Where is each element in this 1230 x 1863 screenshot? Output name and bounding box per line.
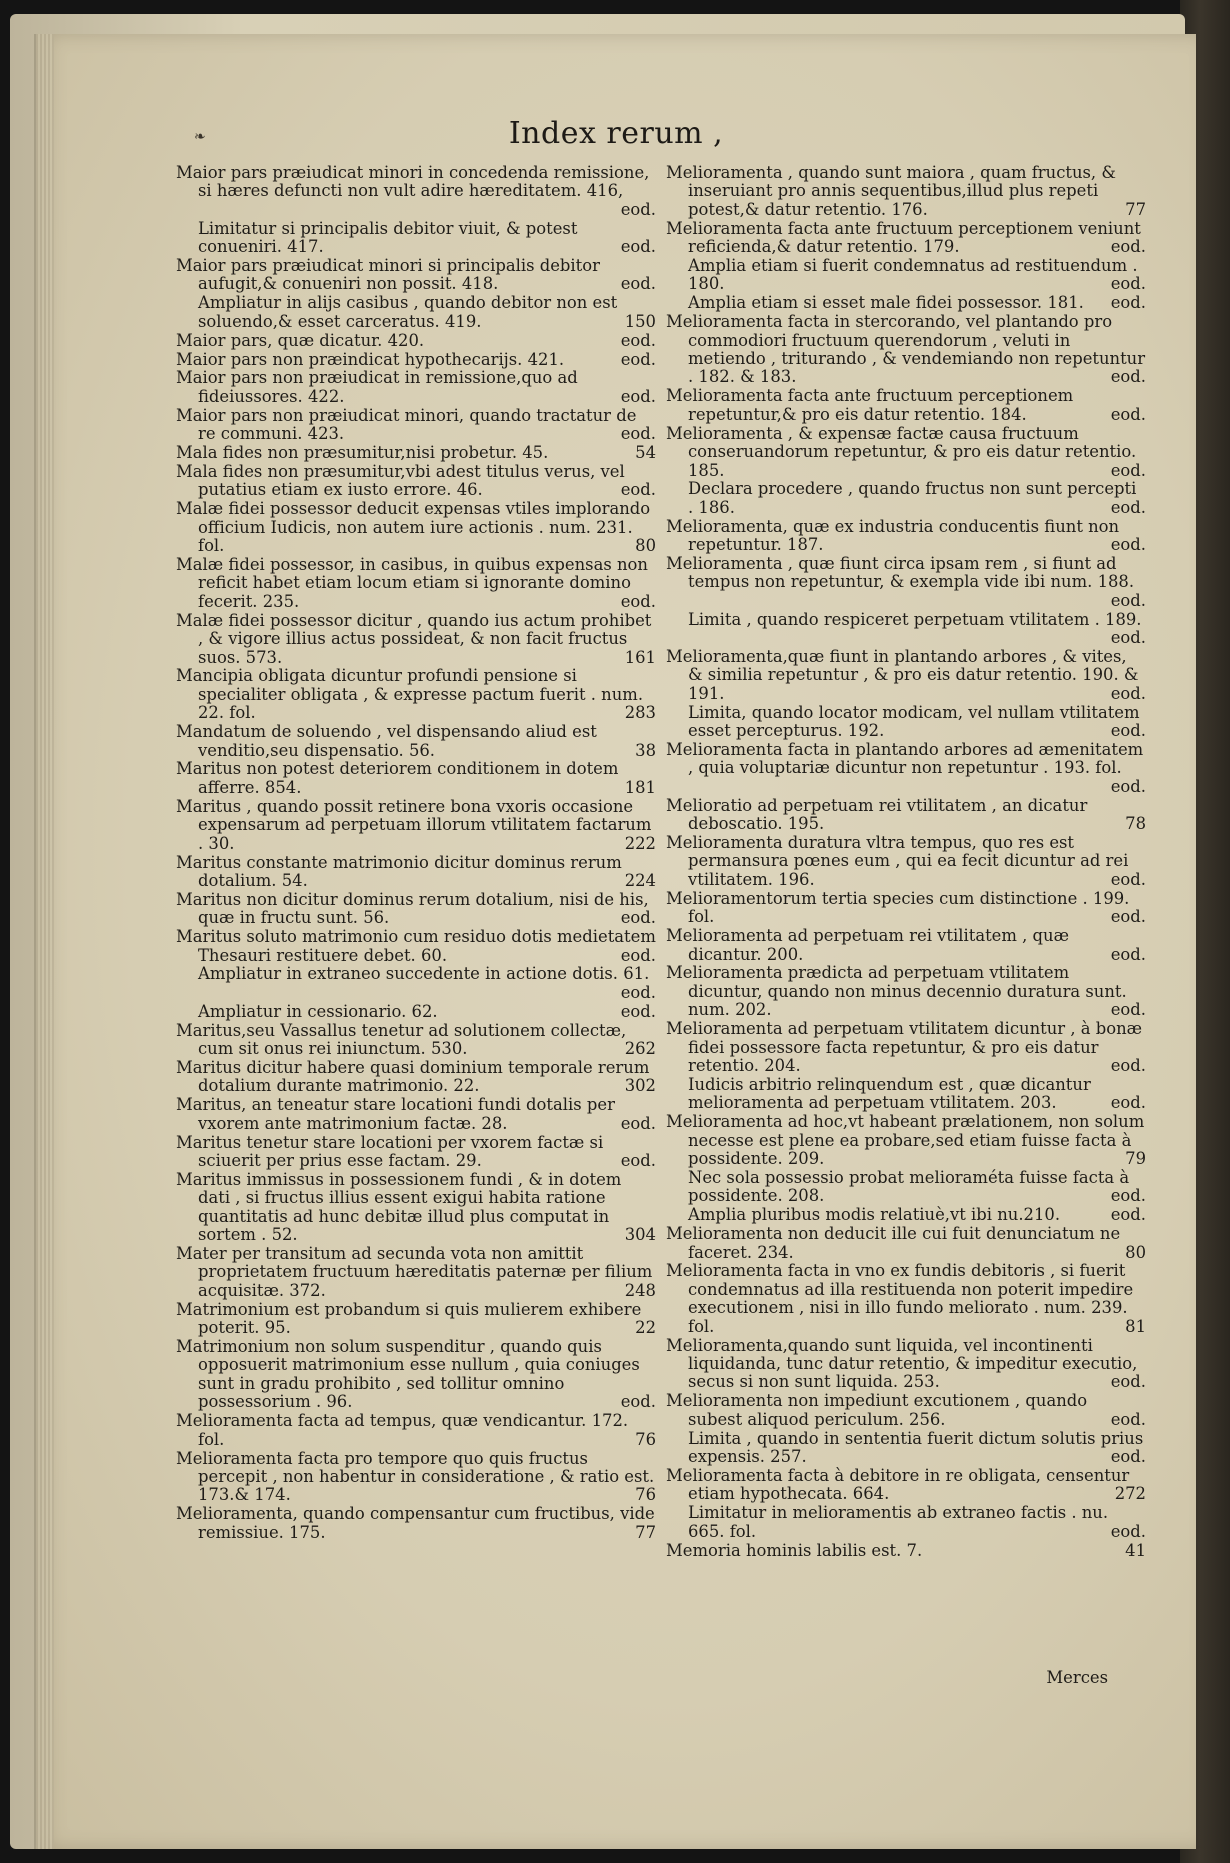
index-entry-text: Melioramenta facta in vno ex fundis debitoris , si fuerit condemnatus ad illa restituenda non poterit impedire executionem , nisi in illo fundo meliorato . num. 239. fol. [666, 1261, 1134, 1336]
index-entry [666, 164, 1146, 219]
index-entry-ref: eod. [620, 945, 656, 965]
index-entry-text: Maritus non dicitur dominus rerum dotalium, nisi de his, quæ in fructu sunt. 56. [176, 889, 649, 928]
index-entry-ref: 38 [635, 740, 656, 760]
index-entry-text: Maior pars non præiudicat in remissione,quo ad fideiussores. 422. [176, 368, 578, 406]
index-entry [176, 1171, 656, 1245]
index-entry-text: Maior pars præiudicat minori in concedenda remissione, si hæres defuncti non vult adire hæreditatem. 416, [176, 163, 650, 201]
index-entry-text: Limitatur in melioramentis ab extraneo factis . nu. 665. fol. [688, 1503, 1109, 1541]
index-entry [176, 1059, 656, 1096]
index-entry-text: Maritus , quando possit retinere bona vxoris occasione expensarum ad perpetuam illorum vtilitatem factarum . 30. [176, 796, 652, 853]
index-entry-text: Melioramenta facta in stercorando, vel plantando pro commodiori fructuum querendorum , veluti in metiendo , triturando , & vendemiando non repetuntur . 182. & 183. [666, 312, 1146, 387]
index-entry [176, 257, 656, 294]
index-entry-text: Ampliatur in extraneo succedente in actione dotis. 61. [198, 964, 650, 984]
index-entry-ref: eod. [1110, 404, 1146, 424]
index-entry-text: Melioramenta , quæ fiunt circa ipsam rem , si fiunt ad tempus non repetuntur, & exempla vide ibi num. 188. [666, 554, 1135, 592]
index-entry [176, 1412, 656, 1449]
index-entry [176, 407, 656, 444]
index-entry-ref: eod. [620, 1151, 656, 1171]
index-entry-ref: eod. [1110, 1521, 1146, 1541]
index-entry-text: Melioratio ad perpetuam rei vtilitatem , an dicatur deboscatio. 195. [666, 795, 1088, 834]
index-entry-ref: 181 [624, 777, 656, 797]
index-entry [176, 556, 656, 611]
index-entry-ref: eod. [620, 274, 656, 294]
index-entry-ref: eod. [620, 237, 656, 257]
index-entry-text: Maior pars non præindicat hypothecarijs. 421. [176, 349, 565, 369]
index-entry-ref: eod. [620, 591, 656, 611]
index-entry-text: Limita , quando in sententia fuerit dictum solutis prius expensis. 257. [688, 1428, 1144, 1466]
index-entry-text: Maritus soluto matrimonio cum residuo dotis medietatem Thesauri restituere debet. 60. [176, 927, 656, 965]
index-entry [176, 332, 656, 350]
index-entry [176, 220, 656, 257]
index-entry-ref: eod. [620, 480, 656, 500]
index-entry-ref: 76 [635, 1485, 656, 1505]
index-entry-ref: eod. [1110, 237, 1146, 257]
index-entry-ref: 41 [1125, 1540, 1146, 1560]
index-entry-ref: eod. [1110, 1093, 1146, 1113]
index-entry-ref: eod. [1110, 497, 1146, 517]
index-entry-text: Melioramenta non impediunt excutionem , quando subest aliquod periculum. 256. [666, 1391, 1088, 1429]
index-entry [176, 667, 656, 722]
index-entry-text: Malæ fidei possessor, in casibus, in quibus expensas non reficit habet etiam locum etiam si ignorante domino fecerit. 235. [176, 555, 648, 611]
index-entry-text: Melioramenta ad perpetuam vtilitatem dicuntur , à bonæ fidei possessore facta repetuntur, & pro eis datur retentio. 204. [666, 1019, 1143, 1075]
index-entry-ref: eod. [1110, 721, 1146, 741]
index-entry [666, 704, 1146, 741]
index-entry-ref: 262 [624, 1039, 656, 1059]
index-entry [176, 1338, 656, 1412]
index-entry-ref: eod. [620, 349, 656, 369]
index-entry-ref: eod. [1110, 628, 1146, 648]
index-entry-ref: 150 [624, 311, 656, 331]
index-entry-text: Amplia etiam si fuerit condemnatus ad restituendum . 180. [688, 256, 1138, 294]
index-entry-text: Melioramentorum tertia species cum distinctione . 199. fol. [666, 888, 1130, 927]
index-entry-text: Mala fides non præsumitur,vbi adest titulus verus, vel putatius etiam ex iusto errore. 46. [176, 461, 625, 500]
index-entry-text: Melioramenta,quando sunt liquida, vel incontinenti liquidanda, tunc datur retentio, & impeditur executio, secus si non sunt liquida. 253. [666, 1335, 1138, 1392]
index-entry-text: Declara procedere , quando fructus non sunt percepti . 186. [688, 479, 1137, 517]
index-entry-text: Maritus immissus in possessionem fundi , & in dotem dati , si fructus illius essent exigui habita ratione quantitatis ad hunc debitæ illud plus computat in sortem . 52. [176, 1169, 622, 1245]
catchword: Merces [1046, 1668, 1108, 1687]
index-entry-ref: eod. [1110, 1000, 1146, 1020]
index-entry-text: Melioramenta, quando compensantur cum fructibus, vide remissiue. 175. [176, 1504, 655, 1542]
page-header: Index rerum , [508, 116, 724, 151]
index-entry [176, 1134, 656, 1171]
index-entry-text: Maritus dicitur habere quasi dominium temporale rerum dotalium durante matrimonio. 22. [176, 1057, 650, 1096]
index-entry-text: Iudicis arbitrio relinquendum est , quæ dicantur melioramenta ad perpetuam vtilitatem. 203. [688, 1074, 1091, 1113]
index-entry-ref: 161 [624, 647, 656, 667]
index-entry-ref: 283 [624, 703, 656, 723]
index-entry-ref: eod. [1110, 1372, 1146, 1392]
index-entry-text: Maritus,seu Vassallus tenetur ad solutionem collectæ, cum sit onus rei iniunctum. 530. [176, 1020, 627, 1059]
index-entry-text: Maior pars, quæ dicatur. 420. [176, 330, 425, 350]
index-entry-ref: 272 [1114, 1484, 1146, 1504]
index-entry [176, 854, 656, 891]
index-entry-text: Maritus tenetur stare locationi per vxorem factæ si sciuerit per prius esse factam. 29. [176, 1132, 604, 1170]
index-entry [176, 1003, 656, 1021]
index-entry [176, 500, 656, 555]
index-entry [666, 1020, 1146, 1075]
index-entry [176, 928, 656, 965]
index-entry-text: Memoria hominis labilis est. 7. [666, 1540, 923, 1560]
index-entry [176, 369, 656, 406]
index-entry-ref: 54 [635, 443, 656, 463]
index-entry [666, 555, 1146, 610]
index-entry-text: Limitatur si principalis debitor viuit, & potest conueniri. 417. [198, 218, 578, 257]
index-entry-text: Melioramenta facta in plantando arbores ad æmenitatem , quia voluptariæ dicuntur non repetuntur . 193. fol. [666, 740, 1144, 778]
index-entry-ref: eod. [620, 1392, 656, 1412]
index-entry-ref: eod. [1110, 1205, 1146, 1225]
index-entry-ref: eod. [1110, 460, 1146, 480]
index-entry-text: Nec sola possessio probat melioraméta fuisse facta à possidente. 208. [688, 1167, 1130, 1206]
index-entry [666, 1467, 1146, 1504]
index-entry-ref: eod. [1110, 944, 1146, 964]
index-entry-text: Mancipia obligata dicuntur profundi pensione si specialiter obligata , & expresse pactum fuerit . num. 22. fol. [176, 666, 644, 723]
index-entry-text: Melioramenta facta ante fructuum perceptionem repetuntur,& pro eis datur retentio. 184. [666, 386, 1074, 424]
index-entry-ref: eod. [1110, 683, 1146, 703]
index-entry-ref: 302 [624, 1076, 656, 1096]
index-entry [176, 1096, 656, 1133]
index-entry-text: Limita, quando locator modicam, vel nullam vtilitatem esset percepturus. 192. [688, 702, 1140, 741]
index-entry [666, 1225, 1146, 1262]
index-entry [666, 1337, 1146, 1392]
index-entry [666, 313, 1146, 387]
index-entry [176, 1301, 656, 1338]
index-entry-text: Melioramenta duratura vltra tempus, quo res est permansura pœnes eum , qui ea fecit dicuntur ad rei vtilitatem. 196. [666, 833, 1129, 889]
book-page [34, 34, 1196, 1849]
index-entry-ref: eod. [1110, 274, 1146, 294]
index-entry-text: Ampliatur in alijs casibus , quando debitor non est soluendo,& esset carceratus. 419. [198, 293, 618, 331]
index-entry [666, 387, 1146, 424]
index-entry-ref: eod. [620, 982, 656, 1002]
index-entry-ref: eod. [1110, 776, 1146, 796]
index-entry-text: Limita , quando respiceret perpetuam vtilitatem . 189. [688, 609, 1142, 629]
index-entry-text: Melioramenta ad perpetuam rei vtilitatem , quæ dicantur. 200. [666, 926, 1070, 964]
index-entry-text: Amplia etiam si esset male fidei possessor. 181. [688, 293, 1084, 313]
index-entry-text: Melioramenta ad hoc,vt habeant prælationem, non solum necesse est plene ea probare,sed etiam fuisse facta à possidente. 209. [666, 1112, 1145, 1168]
index-entry [666, 1262, 1146, 1336]
index-entry-text: Matrimonium non solum suspenditur , quando quis opposuerit matrimonium esse nullum , quia coniuges sunt in gradu prohibito , sed tollitur omnino possessorium . 96. [176, 1337, 640, 1412]
index-entry [176, 294, 656, 331]
index-entry [666, 294, 1146, 312]
index-entry [666, 927, 1146, 964]
index-entry-ref: 79 [1125, 1149, 1146, 1168]
index-entry-text: Melioramenta,quæ fiunt in plantando arbores , & vites, & similia repetuntur , & pro eis datur retentio. 190. & 191. [666, 647, 1139, 703]
index-entry-ref: eod. [620, 424, 656, 444]
index-entry-text: Maior pars non præiudicat minori, quando tractatur de re communi. 423. [176, 405, 637, 444]
index-entry-text: Melioramenta prædicta ad perpetuam vtilitatem dicuntur, quando non minus decennio duratura sunt. num. 202. [666, 963, 1127, 1020]
index-column-right [666, 164, 1146, 1560]
index-entry [666, 1430, 1146, 1467]
index-entry [176, 798, 656, 853]
index-entry-text: Melioramenta non deducit ille cui fuit denunciatum ne faceret. 234. [666, 1224, 1121, 1262]
index-entry [666, 834, 1146, 889]
index-entry-ref: eod. [1110, 869, 1146, 889]
index-entry [666, 1504, 1146, 1541]
index-entry-text: Melioramenta , quando sunt maiora , quam fructus, & inseruiant pro annis sequentibus,illud plus repeti potest,& datur retentio. 176. [666, 163, 1116, 219]
index-entry-ref: eod. [620, 386, 656, 406]
index-entry-ref: eod. [620, 330, 656, 350]
index-entry-ref: eod. [1110, 293, 1146, 313]
index-entry-ref: eod. [1110, 907, 1146, 927]
index-entry [666, 425, 1146, 480]
index-entry [176, 760, 656, 797]
index-entry-ref: eod. [1110, 367, 1146, 387]
index-entry-ref: 78 [1125, 814, 1146, 834]
index-entry-text: Melioramenta facta à debitore in re obligata, censentur etiam hypothecata. 664. [666, 1465, 1130, 1504]
index-entry-ref: eod. [1110, 1055, 1146, 1075]
index-entry [176, 463, 656, 500]
index-entry-ref: 304 [624, 1225, 656, 1245]
ink-mark: ❧ [194, 129, 206, 145]
index-entry [666, 1206, 1146, 1224]
index-entry-text: Mater per transitum ad secunda vota non amittit proprietatem fructuum hæreditatis paternæ per filium acquisitæ. 372. [176, 1244, 653, 1300]
index-entry-text: Melioramenta facta ad tempus, quæ vendicantur. 172. fol. [176, 1411, 629, 1449]
index-entry-ref: 77 [635, 1522, 656, 1542]
index-entry [176, 891, 656, 928]
index-entry [666, 480, 1146, 517]
index-entry [666, 257, 1146, 294]
index-entry-ref: 222 [624, 833, 656, 853]
index-entry [176, 444, 656, 462]
index-entry [176, 723, 656, 760]
index-entry [666, 741, 1146, 796]
index-entry [666, 648, 1146, 703]
index-entry [176, 1450, 656, 1505]
page-edge [36, 34, 54, 1849]
index-entry [176, 351, 656, 369]
index-entry [176, 164, 656, 219]
index-entry-text: Maritus non potest deteriorem conditionem in dotem afferre. 854. [176, 759, 619, 797]
index-entry [176, 1022, 656, 1059]
index-entry-ref: 22 [635, 1318, 656, 1338]
index-entry [176, 612, 656, 667]
index-entry [666, 1392, 1146, 1429]
index-entry-ref: eod. [620, 199, 656, 219]
index-entry [176, 1245, 656, 1300]
index-entry [666, 1542, 1146, 1560]
index-entry-ref: 224 [624, 870, 656, 890]
index-entry-text: Melioramenta facta ante fructuum perceptionem veniunt reficienda,& datur retentio. 179. [666, 218, 1141, 257]
index-entry [666, 890, 1146, 927]
index-entry-ref: 77 [1125, 199, 1146, 219]
index-entry-text: Mala fides non præsumitur,nisi probetur. 45. [176, 443, 549, 463]
index-entry [666, 611, 1146, 648]
index-entry-ref: eod. [620, 908, 656, 928]
index-entry-ref: 80 [1125, 1242, 1146, 1262]
index-entry-text: Ampliatur in cessionario. 62. [198, 1001, 438, 1021]
index-entry [666, 1076, 1146, 1113]
index-entry-ref: eod. [1110, 1409, 1146, 1429]
index-entry [666, 518, 1146, 555]
index-entry-ref: 80 [635, 536, 656, 556]
index-entry-text: Amplia pluribus modis relatiuè,vt ibi nu.210. [688, 1205, 1061, 1225]
index-entry-text: Melioramenta , & expensæ factæ causa fructuum conseruandorum repetuntur, & pro eis datur retentio. 185. [666, 423, 1137, 480]
index-entry-ref: 76 [635, 1429, 656, 1449]
index-entry-text: Malæ fidei possessor deducit expensas vtiles implorando officium Iudicis, non autem iure actionis . num. 231. fol. [176, 499, 651, 556]
index-entry-text: Maritus, an teneatur stare locationi fundi dotalis per vxorem ante matrimonium factæ. 28. [176, 1095, 615, 1133]
index-entry-text: Malæ fidei possessor dicitur , quando ius actum prohibet , & vigore illius actus possideat, & non facit fructus suos. 573. [176, 610, 652, 667]
index-entry-text: Matrimonium est probandum si quis mulierem exhibere poterit. 95. [176, 1299, 642, 1338]
index-entry-text: Melioramenta facta pro tempore quo quis fructus percepit , non habentur in consideratione , & ratio est. 173.& 174. [176, 1448, 655, 1505]
index-entry-ref: eod. [1110, 590, 1146, 610]
index-entry [666, 1113, 1146, 1168]
index-entry [176, 1505, 656, 1542]
index-entry-ref: eod. [1110, 1447, 1146, 1466]
index-entry-text: Maior pars præiudicat minori si principalis debitor aufugit,& conueniri non possit. 418. [176, 256, 600, 294]
index-entry-text: Melioramenta, quæ ex industria conducentis fiunt non repetuntur. 187. [666, 516, 1120, 555]
index-entry [666, 797, 1146, 834]
index-entry [176, 965, 656, 1002]
index-entry-text: Maritus constante matrimonio dicitur dominus rerum dotalium. 54. [176, 852, 622, 890]
index-entry-text: Mandatum de soluendo , vel dispensando aliud est venditio,seu dispensatio. 56. [176, 722, 597, 760]
index-entry [666, 1169, 1146, 1206]
index-entry-ref: eod. [620, 1001, 656, 1021]
index-entry-ref: 81 [1125, 1316, 1146, 1336]
index-column-left [176, 164, 656, 1543]
index-entry [666, 964, 1146, 1019]
index-entry-ref: eod. [1110, 535, 1146, 555]
index-entry-ref: eod. [620, 1113, 656, 1133]
index-entry-ref: eod. [1110, 1186, 1146, 1206]
index-entry-ref: 248 [624, 1280, 656, 1300]
index-entry [666, 220, 1146, 257]
